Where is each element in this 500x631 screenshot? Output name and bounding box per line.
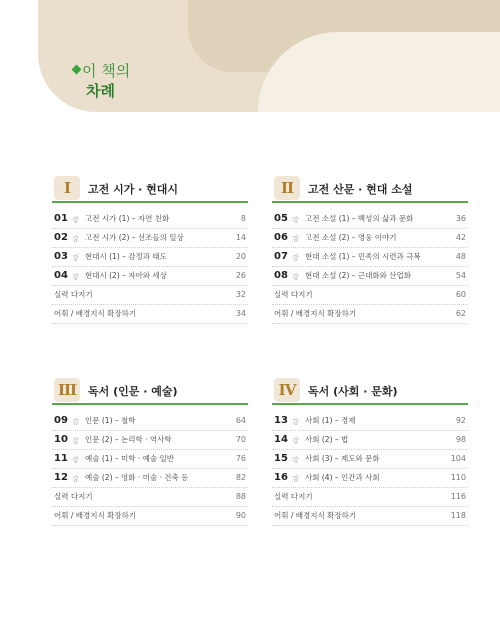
section-numeral: III [54,378,80,402]
lesson-suffix: 강 [292,216,299,224]
toc-row-extra[interactable] [272,507,468,526]
section-title: 독서 (인문 · 예술) [88,385,178,398]
page-number: 70 [235,435,246,444]
lesson-number: 11 [54,453,68,464]
section-numeral: II [274,176,300,200]
lesson-title: 예술 (2) – 영화 · 미술 · 건축 등 [85,473,189,482]
page-number: 60 [455,290,466,299]
page-number: 26 [235,271,246,280]
lesson-title: 고전 시가 (1) – 자연 친화 [85,214,170,223]
lesson-number: 14 [274,434,288,445]
section-divider [272,403,468,405]
lesson-title: 인문 (1) – 철학 [85,416,136,425]
lesson-suffix: 강 [72,273,79,281]
page-title: 차례 [86,82,115,100]
lesson-number: 10 [54,434,68,445]
section-header [272,176,468,202]
toc-row-extra[interactable] [272,305,468,324]
section-header [52,176,248,202]
lesson-number: 06 [274,232,288,243]
lesson-suffix: 강 [72,254,79,262]
header-decor-arc [258,32,500,112]
lesson-number: 03 [54,251,68,262]
toc-section-1 [52,176,248,324]
lesson-number: 04 [54,270,68,281]
lesson-title: 고전 소설 (2) – 영웅 이야기 [305,233,397,242]
section-numeral: I [54,176,80,200]
toc-row-extra[interactable] [52,507,248,526]
lesson-title: 고전 시가 (2) – 선조들의 일상 [85,233,184,242]
page-number: 62 [455,309,466,318]
toc-row[interactable] [272,469,468,488]
lesson-suffix: 강 [292,437,299,445]
section-header [52,378,248,404]
toc-row-extra[interactable] [52,286,248,305]
lesson-number: 16 [274,472,288,483]
section-title: 독서 (사회 · 문화) [308,385,398,398]
lesson-number: 12 [54,472,68,483]
page-number: 116 [450,492,466,501]
section-divider [52,403,248,405]
extra-title: 실력 다지기 [274,492,313,501]
page-number: 82 [235,473,246,482]
toc-section-2 [272,176,468,324]
page-number: 76 [235,454,246,463]
lesson-suffix: 강 [72,456,79,464]
toc-row-extra[interactable] [52,488,248,507]
toc-row[interactable] [52,431,248,450]
toc-row-extra[interactable] [272,488,468,507]
extra-title: 실력 다지기 [274,290,313,299]
toc-row[interactable] [272,412,468,431]
toc-row[interactable] [272,431,468,450]
toc-row[interactable] [272,450,468,469]
page-number: 110 [450,473,466,482]
lesson-title: 인문 (2) – 논리학 · 역사학 [85,435,172,444]
lesson-suffix: 강 [72,235,79,243]
extra-title: 어휘 / 배경지식 확장하기 [54,511,137,520]
page-number: 104 [450,454,466,463]
toc-row[interactable] [52,210,248,229]
toc-row[interactable] [52,412,248,431]
lesson-number: 08 [274,270,288,281]
toc-section-3 [52,378,248,526]
toc-section-4 [272,378,468,526]
lesson-suffix: 강 [292,254,299,262]
page-number: 8 [240,214,246,223]
section-title: 고전 시가 · 현대시 [88,183,179,196]
lesson-title: 현대 소설 (2) – 근대화와 산업화 [305,271,411,280]
toc-row[interactable] [52,469,248,488]
page-number: 48 [455,252,466,261]
lesson-suffix: 강 [292,235,299,243]
lesson-suffix: 강 [72,475,79,483]
lesson-number: 01 [54,213,68,224]
page-number: 36 [455,214,466,223]
toc-row[interactable] [52,450,248,469]
section-divider [272,201,468,203]
lesson-title: 현대시 (1) – 감정과 태도 [85,252,167,261]
section-divider [52,201,248,203]
lesson-number: 07 [274,251,288,262]
lesson-title: 사회 (3) – 제도와 문화 [305,454,380,463]
toc-row[interactable] [52,229,248,248]
page-number: 92 [455,416,466,425]
page-number: 42 [455,233,466,242]
lesson-number: 02 [54,232,68,243]
lesson-number: 09 [54,415,68,426]
section-numeral: IV [274,378,300,402]
extra-title: 어휘 / 배경지식 확장하기 [274,511,357,520]
toc-row[interactable] [52,267,248,286]
page-number: 90 [235,511,246,520]
header-subtitle: 이 책의 [82,62,131,80]
toc-row[interactable] [272,210,468,229]
toc-row-extra[interactable] [272,286,468,305]
page-number: 34 [235,309,246,318]
toc-row[interactable] [272,229,468,248]
extra-title: 실력 다지기 [54,492,93,501]
lesson-suffix: 강 [292,456,299,464]
lesson-title: 예술 (1) – 미학 · 예술 일반 [85,454,175,463]
extra-title: 실력 다지기 [54,290,93,299]
lesson-title: 사회 (4) – 인간과 사회 [305,473,380,482]
page-number: 98 [455,435,466,444]
extra-title: 어휘 / 배경지식 확장하기 [54,309,137,318]
lesson-title: 고전 소설 (1) – 백성의 삶과 문화 [305,214,414,223]
lesson-title: 사회 (1) – 경제 [305,416,356,425]
lesson-title: 사회 (2) – 법 [305,435,349,444]
lesson-number: 15 [274,453,288,464]
lesson-suffix: 강 [292,273,299,281]
toc-row[interactable] [272,267,468,286]
page-number: 118 [450,511,466,520]
toc-row-extra[interactable] [52,305,248,324]
page-number: 32 [235,290,246,299]
toc-row[interactable] [52,248,248,267]
lesson-suffix: 강 [72,216,79,224]
lesson-suffix: 강 [292,418,299,426]
lesson-suffix: 강 [72,418,79,426]
lesson-number: 13 [274,415,288,426]
extra-title: 어휘 / 배경지식 확장하기 [274,309,357,318]
toc-row[interactable] [272,248,468,267]
page-number: 20 [235,252,246,261]
lesson-suffix: 강 [292,475,299,483]
page-number: 88 [235,492,246,501]
lesson-suffix: 강 [72,437,79,445]
lesson-number: 05 [274,213,288,224]
section-title: 고전 산문 · 현대 소설 [308,183,413,196]
lesson-title: 현대시 (2) – 자아와 세상 [85,271,167,280]
section-header [272,378,468,404]
lesson-title: 현대 소설 (1) – 민족의 시련과 극복 [305,252,421,261]
page-number: 54 [455,271,466,280]
page-number: 14 [235,233,246,242]
page-number: 64 [235,416,246,425]
